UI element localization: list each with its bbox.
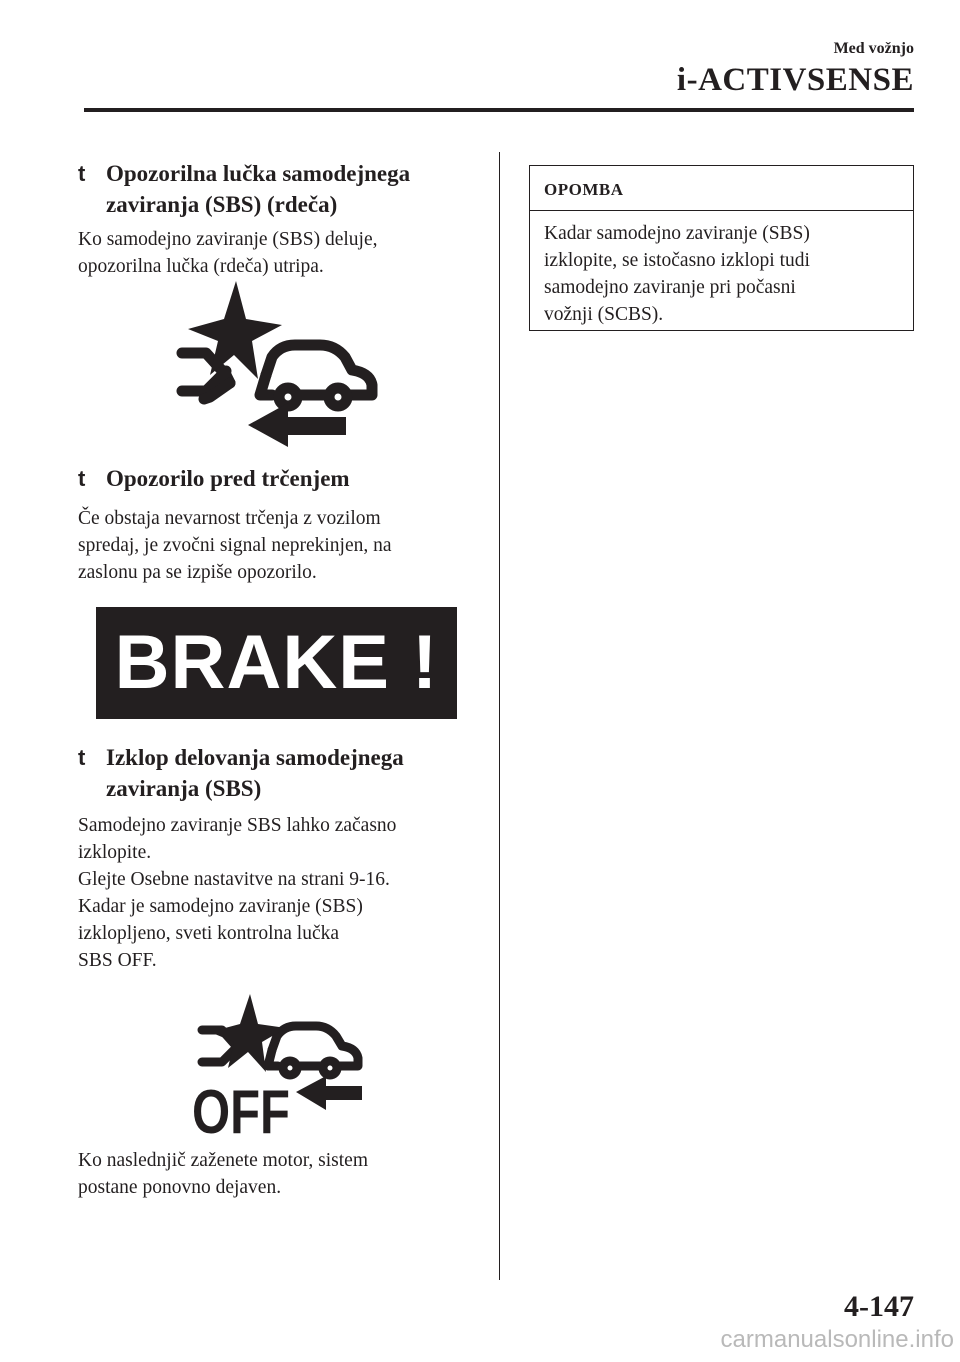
note-body <box>544 220 810 328</box>
sbs-warning-light-icon <box>170 275 390 455</box>
note-line: izklopite, se istočasno izklopi tudi <box>544 250 810 271</box>
body-line: izklopljeno, sveti kontrolna lučka <box>78 923 340 944</box>
bullet-icon: t <box>78 745 86 770</box>
body-line: Ko naslednjič zaženete motor, sistem <box>78 1150 368 1171</box>
watermark: carmanualsonline.info <box>720 1326 954 1353</box>
body-line: opozorilna lučka (rdeča) utripa. <box>78 256 324 277</box>
note-line: Kadar samodejno zaviranje (SBS) <box>544 223 810 244</box>
page-number: 4-147 <box>844 1290 914 1323</box>
body-line: Glejte Osebne nastavitve na strani 9-16. <box>78 869 390 890</box>
heading-line: Opozorilna lučka samodejnega <box>106 161 411 186</box>
header-section-label: Med vožnjo <box>833 40 914 57</box>
section-heading-collision-warning <box>78 463 488 494</box>
section3-body <box>78 812 396 974</box>
header-rule <box>84 108 914 112</box>
header-title: i-ACTIVSENSE <box>676 62 914 98</box>
body-line: SBS OFF. <box>78 950 157 971</box>
body-line: postane ponovno dejaven. <box>78 1177 282 1198</box>
heading-line: zaviranja (SBS) (rdeča) <box>106 192 338 217</box>
heading-line: Izklop delovanja samodejnega <box>106 745 404 770</box>
body-line: spredaj, je zvočni signal neprekinjen, na <box>78 535 392 556</box>
heading-line: zaviranja (SBS) <box>106 776 262 801</box>
body-line: Če obstaja nevarnost trčenja z vozilom <box>78 508 381 529</box>
body-line: zaslonu pa se izpiše opozorilo. <box>78 562 317 583</box>
brake-warning-display <box>96 607 457 719</box>
off-indicator-text: OFF <box>192 1078 290 1140</box>
brake-warning-text: BRAKE ! <box>114 620 439 705</box>
column-divider <box>499 152 500 1280</box>
section2-body <box>78 505 392 586</box>
note-line: vožnji (SCBS). <box>544 304 664 325</box>
body-line: Samodejno zaviranje SBS lahko začasno <box>78 815 397 836</box>
section-heading-sbs-warning-light <box>78 158 488 220</box>
body-line: Ko samodejno zaviranje (SBS) deluje, <box>78 229 378 250</box>
note-title: OPOMBA <box>544 180 624 199</box>
body-line: Kadar je samodejno zaviranje (SBS) <box>78 896 363 917</box>
note-divider <box>530 210 913 211</box>
note-box <box>529 165 914 331</box>
heading-line: Opozorilo pred trčenjem <box>106 466 350 491</box>
section1-body <box>78 226 377 280</box>
body-line: izklopite. <box>78 842 152 863</box>
bullet-icon: t <box>78 161 86 186</box>
section3-after-body <box>78 1147 368 1201</box>
bullet-icon: t <box>78 466 86 491</box>
note-line: samodejno zaviranje pri počasni <box>544 277 796 298</box>
section-heading-sbs-deactivation <box>78 742 488 804</box>
sbs-off-indicator-icon <box>192 990 372 1140</box>
